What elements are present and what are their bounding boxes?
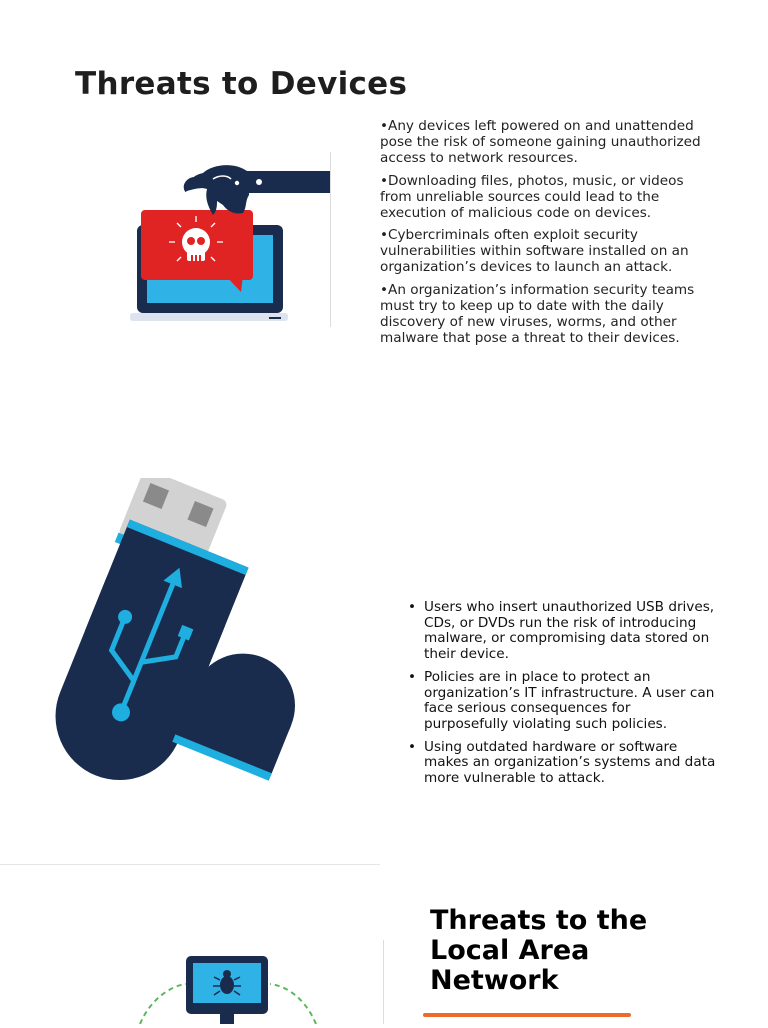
paragraph: •Cybercriminals often exploit security vulnerabilities within software installed on an organization’s devices to launch an attack. xyxy=(380,227,689,275)
section-divider xyxy=(0,864,380,865)
device-threats-text xyxy=(380,118,710,352)
list-item-text: Using outdated hardware or software makes an organization’s systems and data more vulnerable to attack. xyxy=(424,738,716,787)
bullet-glyph: • xyxy=(408,668,417,685)
section-title-line: Network xyxy=(430,965,559,996)
divider xyxy=(383,940,384,1024)
page-title: Threats to Devices xyxy=(75,66,408,102)
paragraph: •Downloading files, photos, music, or videos from unreliable sources could lead to the execution of malicious code on devices. xyxy=(380,172,684,221)
title-underline xyxy=(423,1013,631,1017)
usb-threats-list xyxy=(408,600,718,794)
list-item-text: Policies are in place to protect an organization’s IT infrastructure. A user can face serious consequences for purposefully violating such policies. xyxy=(424,668,715,732)
list-item-text: Users who insert unauthorized USB drives, CDs, or DVDs run the risk of introducing malware, or compromising data stored on their device. xyxy=(424,599,715,663)
bullet-glyph: • xyxy=(408,599,417,615)
list-item xyxy=(408,740,718,787)
section-title-line: Threats to the xyxy=(430,905,648,936)
bullet-glyph: • xyxy=(408,738,417,755)
paragraph: •Any devices left powered on and unattended pose the risk of someone gaining unauthorized access to network resources. xyxy=(380,118,701,166)
hacker-laptop-icon xyxy=(125,155,335,330)
divider xyxy=(330,152,331,327)
monitor-bug-icon xyxy=(120,950,340,1024)
list-item xyxy=(408,600,718,663)
section-title-line: Local Area xyxy=(430,935,590,966)
section-title xyxy=(430,906,710,996)
usb-drive-icon xyxy=(30,478,320,798)
paragraph: •An organization’s information security teams must try to keep up to date with the daily discovery of new viruses, worms, and other malware that pose a threat to their devices. xyxy=(380,281,695,346)
list-item xyxy=(408,670,718,733)
